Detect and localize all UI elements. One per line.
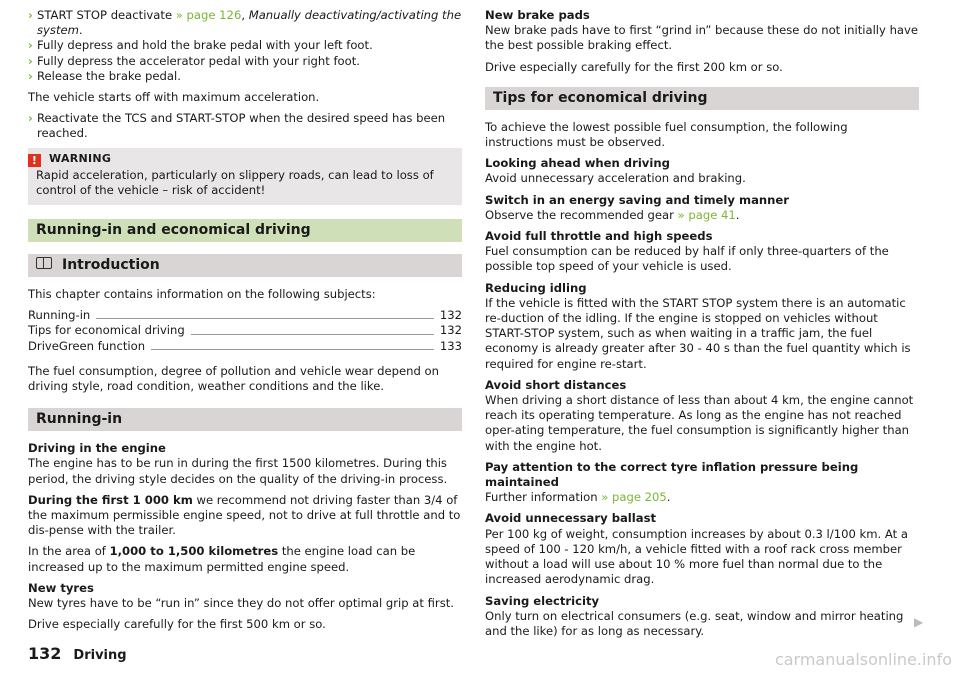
paragraph-tyres-drive: Drive especially carefully for the first 500 km or so. [28, 617, 326, 632]
book-icon [36, 257, 52, 269]
step-start-stop: › START STOP deactivate » page 126, Manually deactivating/activating the system. [28, 8, 462, 38]
continue-arrow-icon: ▶ [914, 615, 924, 629]
right-column [485, 8, 919, 645]
step-accelerator: › Fully depress the accelerator pedal with your right foot. [28, 53, 360, 68]
intro-text: This chapter contains information on the following subjects: [28, 287, 376, 302]
section-label: Driving [73, 648, 127, 663]
section-brake-pads: New brake pads New brake pads have to first “grind in” because these do not initially have the best possible braking effect. [485, 8, 919, 53]
section-reducing-idling: Reducing idling If the vehicle is fitted with the START STOP system there is an automatic re-duction of the idling. If the engine is stopped on vehicles without START-STOP system, such as when waiting in a traffic jam, the fuel economy is already greater after 30 - 40 s than the fuel quantity which is required for engine re-start. [485, 280, 911, 371]
heading-tips-economical: Tips for economical driving [485, 87, 919, 110]
arrow-icon: › [28, 38, 33, 53]
paragraph-tips-intro: To achieve the lowest possible fuel consumption, the following instructions must be observed. [485, 119, 848, 150]
page-number: 132 [28, 644, 62, 663]
step-reactivate: › Reactivate the TCS and START-STOP when the desired speed has been reached. [28, 111, 446, 141]
paragraph-pads-drive: Drive especially carefully for the first 200 km or so. [485, 59, 783, 74]
watermark: carmanualsonline.info [774, 650, 952, 669]
section-driving-engine: Driving in the engine The engine has to be run in during the first 1500 kilometres. During this period, the driving style decides on the quality of the driving-in process. [28, 441, 448, 486]
section-full-throttle: Avoid full throttle and high speeds Fuel consumption can be reduced by half if only three-quarters of the possible top speed of your vehicle is used. [485, 229, 889, 274]
toc-row[interactable]: DriveGreen function 133 [28, 338, 462, 353]
warning-box [28, 148, 462, 205]
paragraph-area: In the area of 1,000 to 1,500 kilometres the engine load can be increased up to the maximum permitted engine speed. [28, 544, 416, 574]
arrow-icon: › [28, 53, 33, 68]
left-column [28, 8, 462, 638]
step-brake-hold: › Fully depress and hold the brake pedal with your left foot. [28, 38, 373, 53]
page-link-205[interactable]: » page 205 [601, 490, 667, 505]
section-tyre-pressure: Pay attention to the correct tyre inflation pressure being maintained Further information » page 205. [485, 459, 859, 505]
section-short-distances: Avoid short distances When driving a short distance of less than about 4 km, the engine cannot reach its operating temperature. As long as the engine has not reached oper-ating temperature, the fuel consumption is significantly higher than with the engine hot. [485, 377, 914, 453]
table-of-contents [28, 308, 462, 354]
section-new-tyres: New tyres New tyres have to be “run in” since they do not offer optimal grip at first. [28, 580, 454, 611]
warning-label: WARNING [49, 151, 112, 165]
page-link-41[interactable]: » page 41 [677, 207, 736, 222]
step-release: › Release the brake pedal. [28, 68, 181, 83]
paragraph-vehicle-starts: The vehicle starts off with maximum acceleration. [28, 90, 320, 105]
warning-icon: ! [28, 154, 41, 167]
paragraph-fuel-consumption: The fuel consumption, degree of pollution and vehicle wear depend on driving style, road condition, weather conditions and the like. [28, 363, 439, 393]
page-link-126[interactable]: » page 126 [175, 8, 242, 22]
heading-running-in: Running-in [28, 408, 462, 431]
heading-introduction: Introduction [28, 254, 462, 277]
section-ballast: Avoid unnecessary ballast Per 100 kg of weight, consumption increases by about 0.3 l/100 km. At a speed of 100 - 120 km/h, a vehicle fitted with a roof rack cross member without a load will use about 10 % more fuel than normal due to the increased aerodynamic drag. [485, 511, 908, 587]
section-saving-electricity: Saving electricity Only turn on electrical consumers (e.g. seat, window and mirror heating and the like) for as long as necessary. [485, 593, 904, 638]
section-switch-gear: Switch in an energy saving and timely manner Observe the recommended gear » page 41. [485, 192, 789, 222]
arrow-icon: › [28, 111, 33, 126]
toc-row[interactable]: Tips for economical driving 132 [28, 323, 462, 338]
section-looking-ahead: Looking ahead when driving Avoid unnecessary acceleration and braking. [485, 156, 746, 186]
warning-text: Rapid acceleration, particularly on slippery roads, can lead to loss of control of the vehicle – risk of accident! [36, 167, 434, 197]
paragraph-first-1000: During the first 1 000 km we recommend not driving faster than 3/4 of the maximum permissible engine speed, not to drive at full throttle and to dis-pense with the trailer. [28, 492, 461, 538]
heading-running-in-economical: Running-in and economical driving [28, 219, 462, 242]
page-footer [28, 644, 127, 663]
arrow-icon: › [28, 8, 33, 22]
arrow-icon: › [28, 68, 33, 83]
toc-row[interactable]: Running-in 132 [28, 308, 462, 323]
